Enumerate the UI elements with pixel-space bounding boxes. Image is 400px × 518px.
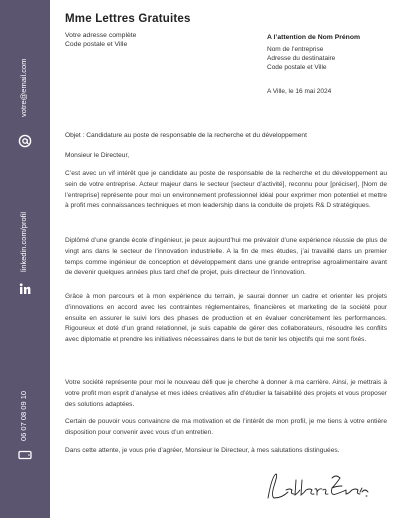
mobile-phone-icon bbox=[18, 448, 32, 462]
body-paragraph-1: C’est avec un vif intérêt que je candidate au poste de responsable de la recherche et du développement au sein de votre entreprise. Acteur majeur dans le secteur [secteur d’activité], reconnu pour [préciser], [Nom de l’entreprise] représente pour moi un environnement professionnel idéal pour exprimer mon potentiel et mettre à profit mes connaissances techniques et mon leadership dans la conduite de projets R& D stratégiques. bbox=[65, 170, 387, 210]
handwritten-signature bbox=[262, 468, 372, 504]
body-paragraph-4: Votre société représente pour moi le nouveau défi que je cherche à donner à ma carrière. Ainsi, je mettrais à votre profit mon esprit d’analyse et mes idées créatives afin d’étudier la faisabilité des projets et vous proposer des solutions adaptées. bbox=[65, 379, 387, 408]
salutation: Monsieur le Directeur, bbox=[65, 152, 130, 159]
recipient-city: Code postale et Ville bbox=[267, 64, 327, 71]
body-paragraph-6: Dans cette attente, je vous prie d’agréer, Monsieur le Directeur, à mes salutations distinguées. bbox=[65, 447, 340, 454]
phone-text[interactable]: 06 07 08 09 10 bbox=[19, 390, 28, 441]
sender-city: Code postale et Ville bbox=[65, 41, 128, 48]
body-paragraph-3: Grâce à mon parcours et à mon expérience du terrain, je saurai donner un cadre et orienter les projets d’innovations en accord avec les contraintes réglementaires, financières et marketing de la société pour ensuite en assurer le suivi lors des phases de production et en évaluer concrètement les performances. Rigoureux et doté d’un grand relationnel, je suis capable de gérer des collaborateurs, résoudre les conflits avec diplomatie et prendre les initiatives nécessaires dans le but de tenir les objectifs qui me sont fixés. bbox=[65, 293, 387, 344]
contact-sidebar bbox=[0, 0, 50, 518]
body-paragraph-2: Diplômé d’une grande école d’ingénieur, je peux aujourd’hui me prévaloir d’une expérience réussie de plus de vingt ans dans le secteur de l’innovation industrielle. A la fin de mes études, j’ai travaillé dans un premier temps comme ingénieur de conception et développement dans une grande entreprise agroalimentaire avant de devenir quelques années plus tard chef de projet, puis directeur de l’innovation. bbox=[65, 237, 387, 277]
sender-name: Mme Lettres Gratuites bbox=[65, 13, 191, 25]
sender-address: Votre adresse complète bbox=[65, 32, 137, 39]
linkedin-icon bbox=[18, 282, 32, 296]
letter-date: A Ville, le 16 mai 2024 bbox=[267, 88, 332, 95]
recipient-company: Nom de l’entreprise bbox=[267, 46, 324, 53]
at-sign-icon bbox=[18, 134, 32, 148]
body-paragraph-5: Certain de pouvoir vous convaincre de ma motivation et de l’intérêt de mon profil, je me tiens à votre entière disposition pour convenir avec vous d’un entretien. bbox=[65, 418, 387, 436]
recipient-title: A l’attention de Nom Prénom bbox=[267, 34, 361, 41]
letter-object: Objet : Candidature au poste de responsable de la recherche et du développement bbox=[65, 132, 307, 139]
linkedin-text[interactable]: linkedin.com/profil bbox=[19, 211, 28, 272]
recipient-address: Adresse du destinataire bbox=[267, 55, 336, 62]
email-text[interactable]: votre@email.com bbox=[19, 58, 28, 117]
